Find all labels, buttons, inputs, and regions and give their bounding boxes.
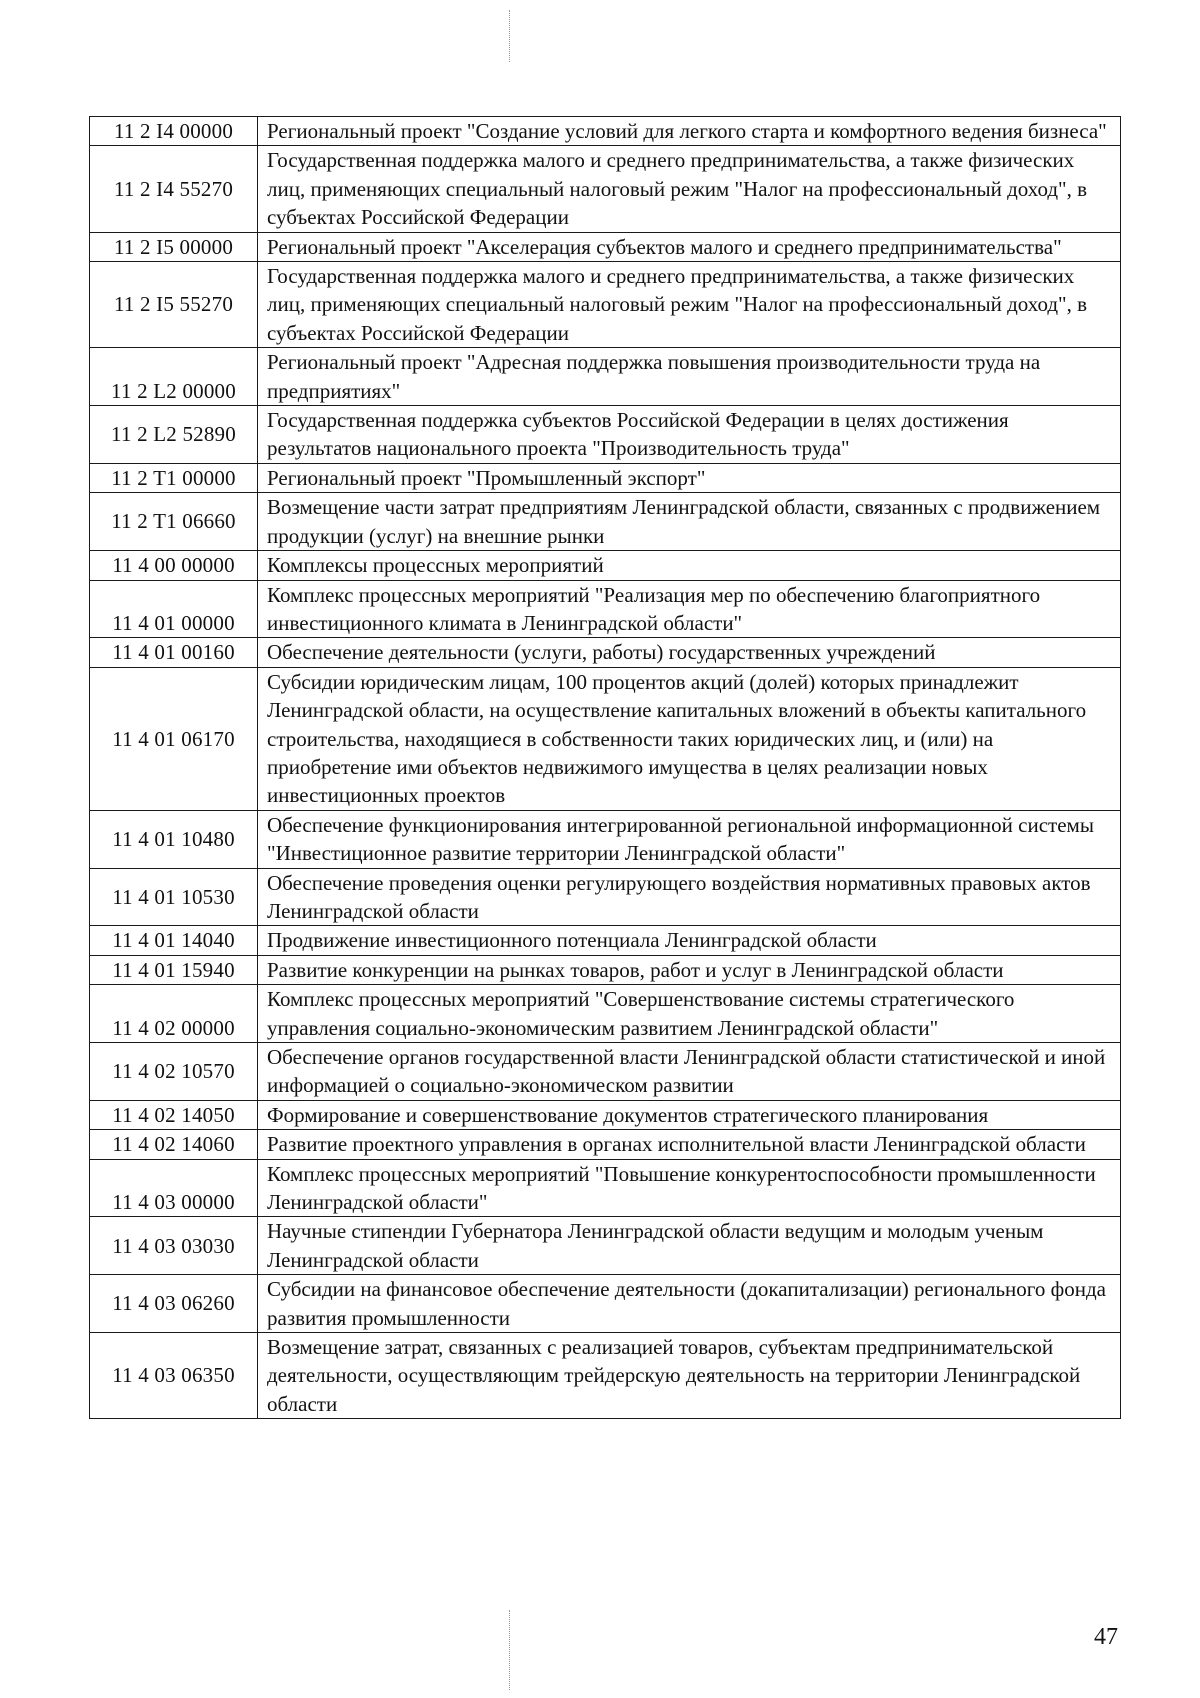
table-row [90, 1333, 1121, 1419]
table-body [90, 117, 1121, 1419]
scan-mark-bottom [509, 1610, 510, 1690]
table-row [90, 1159, 1121, 1217]
table-row [90, 1217, 1121, 1275]
row-description: Региональный проект "Создание условий для легкого старта и комфортного ведения бизнеса" [258, 117, 1121, 146]
row-code: 11 4 03 06260 [90, 1275, 258, 1333]
row-code: 11 2 L2 52890 [90, 406, 258, 464]
row-description: Возмещение затрат, связанных с реализацией товаров, субъектам предпринимательской деятельности, осуществляющим трейдерскую деятельность на территории Ленинградской области [258, 1333, 1121, 1419]
table-row [90, 985, 1121, 1043]
row-code: 11 4 01 06170 [90, 667, 258, 810]
row-code: 11 4 02 14060 [90, 1130, 258, 1159]
table-row [90, 1043, 1121, 1101]
table-row [90, 146, 1121, 232]
table-row [90, 232, 1121, 261]
scan-mark-top [509, 10, 510, 62]
row-description: Обеспечение функционирования интегрированной региональной информационной системы "Инвестиционное развитие территории Ленинградской области" [258, 810, 1121, 868]
table-row [90, 810, 1121, 868]
table-row [90, 1275, 1121, 1333]
row-description: Государственная поддержка малого и среднего предпринимательства, а также физических лиц, применяющих специальный налоговый режим "Налог на профессиональный доход", в субъектах Российской Федерации [258, 146, 1121, 232]
row-code: 11 2 L2 00000 [90, 348, 258, 406]
row-code: 11 4 03 06350 [90, 1333, 258, 1419]
row-description: Государственная поддержка субъектов Российской Федерации в целях достижения результатов национального проекта "Производительность труда" [258, 406, 1121, 464]
row-code: 11 4 00 00000 [90, 551, 258, 580]
row-description: Комплекс процессных мероприятий "Реализация мер по обеспечению благоприятного инвестиционного климата в Ленинградской области" [258, 580, 1121, 638]
row-code: 11 4 02 14050 [90, 1100, 258, 1129]
row-description: Возмещение части затрат предприятиям Ленинградской области, связанных с продвижением продукции (услуг) на внешние рынки [258, 493, 1121, 551]
table-row [90, 348, 1121, 406]
row-description: Региональный проект "Промышленный экспорт" [258, 463, 1121, 492]
row-code: 11 4 03 00000 [90, 1159, 258, 1217]
row-code: 11 4 03 03030 [90, 1217, 258, 1275]
table-row [90, 926, 1121, 955]
row-code: 11 2 T1 00000 [90, 463, 258, 492]
row-code: 11 4 01 10530 [90, 868, 258, 926]
table-row [90, 580, 1121, 638]
row-code: 11 2 I4 55270 [90, 146, 258, 232]
row-code: 11 4 01 15940 [90, 955, 258, 984]
table-row [90, 117, 1121, 146]
row-code: 11 4 01 10480 [90, 810, 258, 868]
row-code: 11 2 I5 55270 [90, 262, 258, 348]
table-row [90, 551, 1121, 580]
row-description: Субсидии на финансовое обеспечение деятельности (докапитализации) регионального фонда развития промышленности [258, 1275, 1121, 1333]
row-description: Комплекс процессных мероприятий "Повышение конкурентоспособности промышленности Ленинградской области" [258, 1159, 1121, 1217]
row-description: Обеспечение деятельности (услуги, работы) государственных учреждений [258, 638, 1121, 667]
row-description: Формирование и совершенствование документов стратегического планирования [258, 1100, 1121, 1129]
row-description: Комплексы процессных мероприятий [258, 551, 1121, 580]
table-row [90, 638, 1121, 667]
table-row [90, 868, 1121, 926]
row-code: 11 4 02 10570 [90, 1043, 258, 1101]
row-code: 11 4 01 00000 [90, 580, 258, 638]
row-code: 11 2 T1 06660 [90, 493, 258, 551]
table-row [90, 1130, 1121, 1159]
row-description: Региональный проект "Адресная поддержка повышения производительности труда на предприятиях" [258, 348, 1121, 406]
row-code: 11 2 I4 00000 [90, 117, 258, 146]
row-description: Продвижение инвестиционного потенциала Ленинградской области [258, 926, 1121, 955]
row-code: 11 2 I5 00000 [90, 232, 258, 261]
row-description: Развитие конкуренции на рынках товаров, работ и услуг в Ленинградской области [258, 955, 1121, 984]
row-description: Научные стипендии Губернатора Ленинградской области ведущим и молодым ученым Ленинградской области [258, 1217, 1121, 1275]
budget-classification-table [89, 116, 1121, 1419]
table-row [90, 493, 1121, 551]
table-row [90, 1100, 1121, 1129]
table-row [90, 955, 1121, 984]
row-code: 11 4 01 00160 [90, 638, 258, 667]
row-description: Обеспечение проведения оценки регулирующего воздействия нормативных правовых актов Ленинградской области [258, 868, 1121, 926]
table-row [90, 667, 1121, 810]
row-description: Развитие проектного управления в органах исполнительной власти Ленинградской области [258, 1130, 1121, 1159]
row-description: Субсидии юридическим лицам, 100 процентов акций (долей) которых принадлежит Ленинградской области, на осуществление капитальных вложений в объекты капитального строительства, находящиеся в собственности таких юридических лиц, и (или) на приобретение ими объектов недвижимого имущества в целях реализации новых инвестиционных проектов [258, 667, 1121, 810]
table-row [90, 406, 1121, 464]
table-row [90, 463, 1121, 492]
table-row [90, 262, 1121, 348]
row-code: 11 4 02 00000 [90, 985, 258, 1043]
row-description: Государственная поддержка малого и среднего предпринимательства, а также физических лиц, применяющих специальный налоговый режим "Налог на профессиональный доход", в субъектах Российской Федерации [258, 262, 1121, 348]
row-description: Региональный проект "Акселерация субъектов малого и среднего предпринимательства" [258, 232, 1121, 261]
page-number: 47 [1094, 1624, 1118, 1650]
row-description: Обеспечение органов государственной власти Ленинградской области статистической и иной информацией о социально-экономическом развитии [258, 1043, 1121, 1101]
row-code: 11 4 01 14040 [90, 926, 258, 955]
row-description: Комплекс процессных мероприятий "Совершенствование системы стратегического управления социально-экономическим развитием Ленинградской области" [258, 985, 1121, 1043]
